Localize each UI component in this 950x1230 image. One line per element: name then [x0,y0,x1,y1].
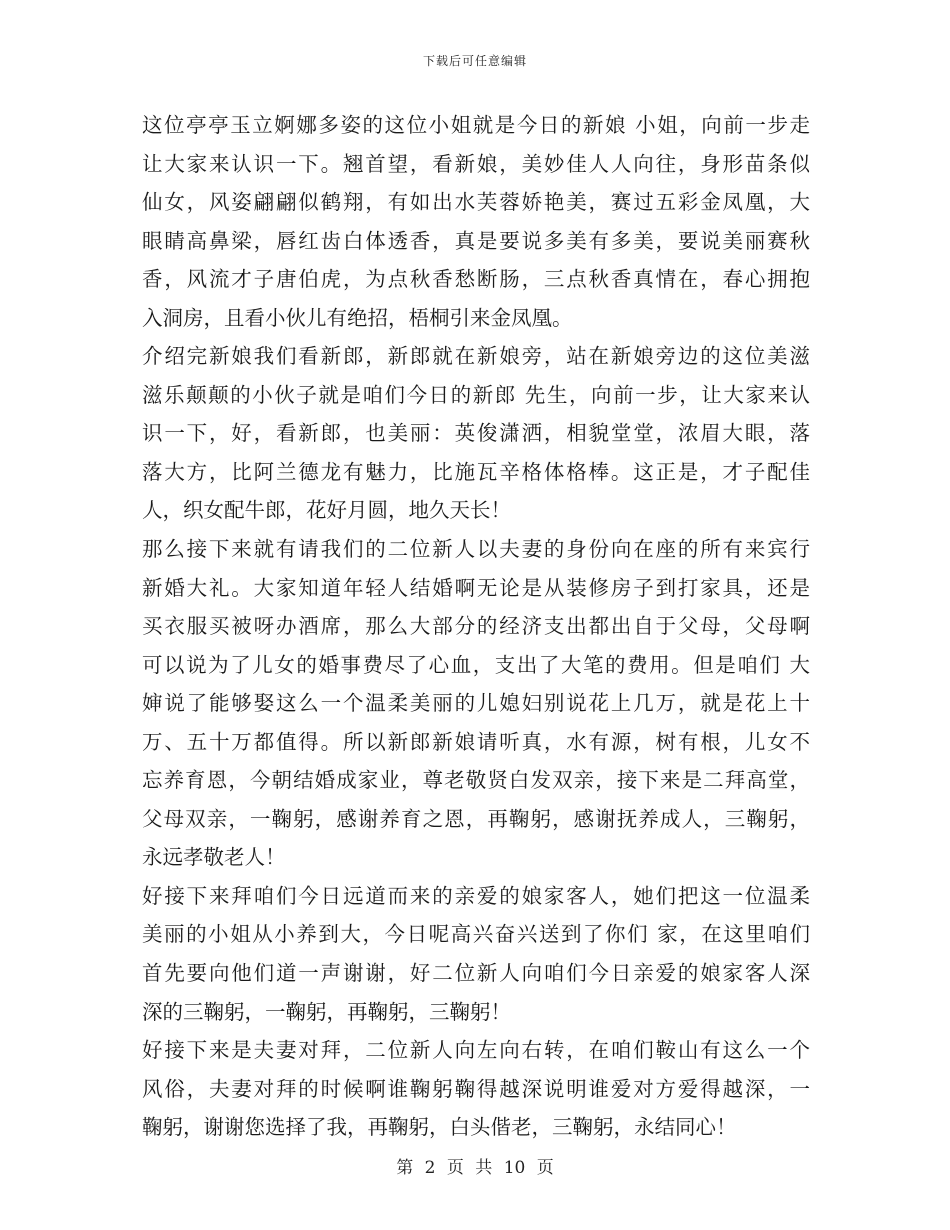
text-line: 落大方，比阿兰德龙有魅力，比施瓦辛格体格棒。这正是，才子配佳 [142,459,810,484]
text-line: 这位亭亭玉立婀娜多姿的这位小姐就是今日的新娘 小姐，向前一步走 [142,113,810,137]
text-line: 那么接下来就有请我们的二位新人以夫妻的身份向在座的所有来宾行 [142,537,810,562]
text-line: 美丽的小姐从小养到大，今日呢高兴奋兴送到了你们 家，在这里咱们 [142,922,810,947]
text-line: 父母双亲，一鞠躬，感谢养育之恩，再鞠躬，感谢抚养成人，三鞠躬， [142,806,810,831]
text-line: 鞠躬，谢谢您选择了我，再鞠躬，白头偕老，三鞠躬，永结同心！ [142,1115,737,1140]
text-line: 风俗，夫妻对拜的时候啊谁鞠躬鞠得越深说明谁爱对方爱得越深，一 [142,1076,810,1101]
text-line: 忘养育恩，今朝结婚成家业，尊老敬贤白发双亲，接下来是二拜高堂， [142,768,810,793]
text-line: 香，风流才子唐伯虎，为点秋香愁断肠，三点秋香真情在，春心拥抱 [142,267,810,292]
text-line: 永远孝敬老人！ [142,845,286,870]
page-footer: 第 2 页 共 10 页 [396,1158,554,1178]
text-line: 首先要向他们道一声谢谢，好二位新人向咱们今日亲爱的娘家客人深 [142,961,810,986]
text-line: 万、五十万都值得。所以新郎新娘请听真，水有源，树有根，儿女不 [142,729,810,754]
text-line: 好接下来拜咱们今日远道而来的亲爱的娘家客人，她们把这一位温柔 [142,883,810,908]
text-line: 入洞房，且看小伙儿有绝招，梧桐引来金凤凰。 [142,305,573,330]
text-line: 婶说了能够娶这么一个温柔美丽的儿媳妇别说花上几万，就是花上十 [142,691,810,716]
document-body [142,106,810,1147]
text-line: 介绍完新娘我们看新郎，新郎就在新娘旁，站在新娘旁边的这位美滋 [142,344,810,369]
text-line: 可以说为了儿女的婚事费尽了心血，支出了大笔的费用。但是咱们 大 [142,652,810,677]
text-line: 人，织女配牛郎，花好月圆，地久天长！ [142,498,511,523]
text-line: 买衣服买被呀办酒席，那么大部分的经济支出都出自于父母，父母啊 [142,614,810,639]
text-line: 新婚大礼。大家知道年轻人结婚啊无论是从装修房子到打家具，还是 [142,575,810,600]
text-line: 滋乐颠颠的小伙子就是咱们今日的新郎 先生，向前一步，让大家来认 [142,382,810,407]
text-line: 好接下来是夫妻对拜，二位新人向左向右转，在咱们鞍山有这么一个 [142,1038,810,1063]
text-line: 识一下，好，看新郎，也美丽：英俊潇洒，相貌堂堂，浓眉大眼，落 [142,421,810,446]
page-header: 下载后可任意编辑 [422,54,527,68]
text-line: 让大家来认识一下。翘首望，看新娘，美妙佳人人向往，身形苗条似 [142,151,810,176]
text-line: 仙女，风姿翩翩似鹤翔，有如出水芙蓉娇艳美，赛过五彩金凤凰，大 [142,190,810,215]
text-line: 眼睛高鼻梁，唇红齿白体透香，真是要说多美有多美，要说美丽赛秋 [142,228,810,253]
text-line: 深的三鞠躬，一鞠躬，再鞠躬，三鞠躬！ [142,999,511,1024]
